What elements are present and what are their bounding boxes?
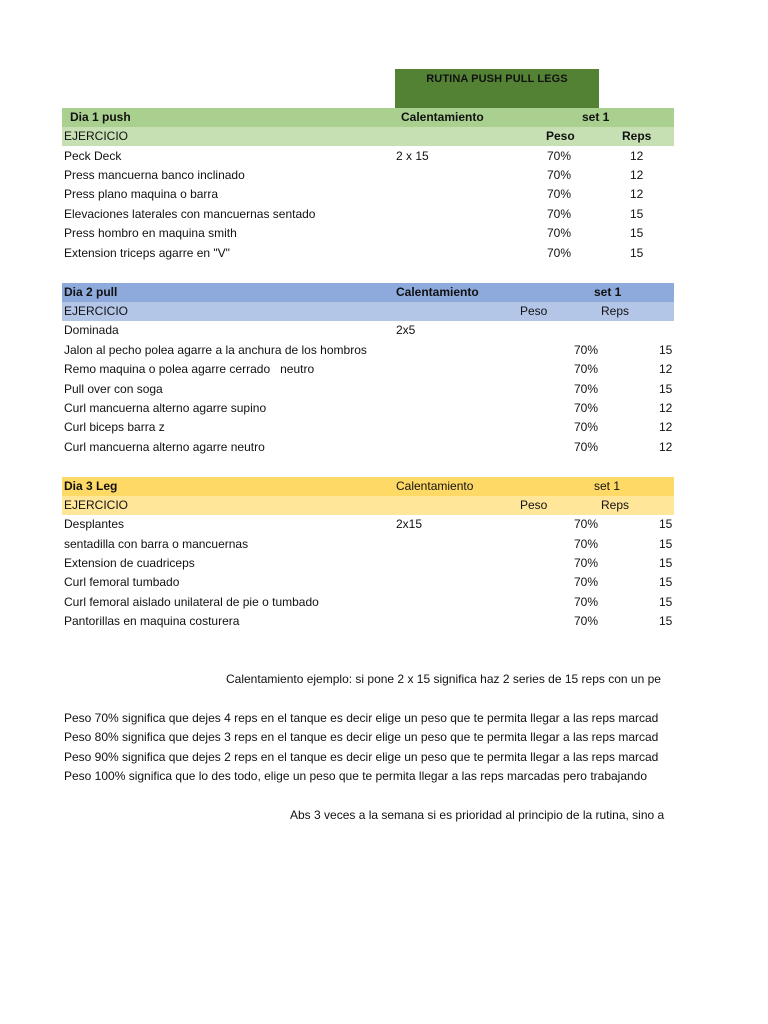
table-row bbox=[62, 321, 674, 340]
day2-reps-header: Reps bbox=[601, 304, 630, 318]
day1-warmup-header: Calentamiento bbox=[401, 110, 484, 124]
table-row bbox=[62, 554, 674, 573]
exercise-name: Extension triceps agarre en "V" bbox=[64, 246, 230, 260]
table-row bbox=[62, 205, 674, 224]
exercise-peso: 70% bbox=[574, 556, 599, 570]
exercise-reps: 12 bbox=[659, 420, 673, 434]
day1-set-header: set 1 bbox=[582, 110, 610, 124]
exercise-name: Pull over con soga bbox=[64, 382, 163, 396]
exercise-name: Jalon al pecho polea agarre a la anchura de los hombros bbox=[64, 343, 367, 357]
exercise-reps: 12 bbox=[659, 440, 673, 454]
day2-column-header-row bbox=[62, 302, 674, 321]
table-row bbox=[62, 399, 674, 418]
exercise-peso: 70% bbox=[547, 149, 572, 163]
exercise-reps: 15 bbox=[659, 575, 673, 589]
exercise-warmup: 2x15 bbox=[396, 517, 423, 531]
day2-exercise-header: EJERCICIO bbox=[64, 304, 129, 318]
table-row bbox=[62, 418, 674, 437]
table-row bbox=[62, 185, 674, 204]
exercise-peso: 70% bbox=[547, 207, 572, 221]
exercise-name: Pantorillas en maquina costurera bbox=[64, 614, 240, 628]
day1-peso-header: Peso bbox=[546, 129, 575, 143]
table-row bbox=[62, 593, 674, 612]
day1-title: Dia 1 push bbox=[70, 110, 131, 124]
abs-note: Abs 3 veces a la semana si es prioridad al principio de la rutina, sino a bbox=[290, 808, 665, 822]
day3-exercise-header: EJERCICIO bbox=[64, 498, 129, 512]
exercise-peso: 70% bbox=[547, 168, 572, 182]
exercise-reps: 12 bbox=[630, 149, 644, 163]
table-row bbox=[62, 515, 674, 534]
routine-title: RUTINA PUSH PULL LEGS bbox=[426, 73, 568, 85]
exercise-name: Press hombro en maquina smith bbox=[64, 226, 237, 240]
exercise-peso: 70% bbox=[574, 382, 599, 396]
day2-peso-header: Peso bbox=[520, 304, 548, 318]
exercise-peso: 70% bbox=[547, 187, 572, 201]
exercise-reps: 15 bbox=[659, 614, 673, 628]
exercise-peso: 70% bbox=[547, 226, 572, 240]
day1-exercise-header: EJERCICIO bbox=[64, 129, 129, 143]
exercise-name: Curl mancuerna alterno agarre neutro bbox=[64, 440, 265, 454]
exercise-name: Desplantes bbox=[64, 517, 125, 531]
exercise-name: Remo maquina o polea agarre cerrado neutro bbox=[64, 362, 315, 376]
exercise-name: Curl femoral tumbado bbox=[64, 575, 180, 589]
day3-reps-header: Reps bbox=[601, 498, 630, 512]
table-row bbox=[62, 438, 674, 457]
exercise-reps: 15 bbox=[659, 517, 673, 531]
day1-header-row bbox=[62, 108, 674, 127]
table-row bbox=[62, 612, 674, 631]
peso-80-note: Peso 80% significa que dejes 3 reps en el tanque es decir elige un peso que te permita llegar a las reps marcad bbox=[64, 730, 659, 744]
exercise-peso: 70% bbox=[574, 575, 599, 589]
exercise-reps: 15 bbox=[659, 343, 673, 357]
exercise-name: Press plano maquina o barra bbox=[64, 187, 219, 201]
exercise-peso: 70% bbox=[547, 246, 572, 260]
table-row bbox=[62, 166, 674, 185]
exercise-peso: 70% bbox=[574, 343, 599, 357]
exercise-name: Dominada bbox=[64, 323, 119, 337]
table-row bbox=[62, 573, 674, 592]
exercise-name: Press mancuerna banco inclinado bbox=[64, 168, 245, 182]
table-row bbox=[62, 535, 674, 554]
table-row bbox=[62, 380, 674, 399]
table-row bbox=[62, 244, 674, 263]
day2-set-header: set 1 bbox=[594, 285, 622, 299]
warmup-example-note: Calentamiento ejemplo: si pone 2 x 15 significa haz 2 series de 15 reps con un pe bbox=[226, 672, 661, 686]
exercise-reps: 12 bbox=[630, 187, 644, 201]
exercise-reps: 15 bbox=[659, 595, 673, 609]
day1-reps-header: Reps bbox=[622, 129, 652, 143]
peso-70-note: Peso 70% significa que dejes 4 reps en el tanque es decir elige un peso que te permita llegar a las reps marcad bbox=[64, 711, 659, 725]
exercise-reps: 15 bbox=[659, 537, 673, 551]
day1-column-header-row bbox=[62, 127, 674, 146]
exercise-reps: 12 bbox=[630, 168, 644, 182]
day3-column-header-row bbox=[62, 496, 674, 515]
exercise-reps: 15 bbox=[630, 207, 644, 221]
table-row bbox=[62, 224, 674, 243]
day3-header-row bbox=[62, 477, 674, 496]
exercise-peso: 70% bbox=[574, 362, 599, 376]
exercise-name: Curl biceps barra z bbox=[64, 420, 165, 434]
day3-title: Dia 3 Leg bbox=[64, 479, 118, 493]
day3-set-header: set 1 bbox=[594, 479, 621, 493]
exercise-peso: 70% bbox=[574, 401, 599, 415]
day2-warmup-header: Calentamiento bbox=[396, 285, 479, 299]
day2-header-row bbox=[62, 283, 674, 302]
exercise-reps: 15 bbox=[630, 246, 644, 260]
table-row bbox=[62, 360, 674, 379]
table-row bbox=[62, 341, 674, 360]
exercise-reps: 15 bbox=[630, 226, 644, 240]
exercise-peso: 70% bbox=[574, 537, 599, 551]
exercise-name: Peck Deck bbox=[64, 149, 122, 163]
exercise-reps: 15 bbox=[659, 556, 673, 570]
exercise-name: Elevaciones laterales con mancuernas sentado bbox=[64, 207, 316, 221]
exercise-peso: 70% bbox=[574, 440, 599, 454]
exercise-peso: 70% bbox=[574, 595, 599, 609]
day3-warmup-header: Calentamiento bbox=[396, 479, 474, 493]
exercise-name: sentadilla con barra o mancuernas bbox=[64, 537, 249, 551]
exercise-reps: 15 bbox=[659, 382, 673, 396]
peso-100-note: Peso 100% significa que lo des todo, elige un peso que te permita llegar a las reps marcadas pero trabajando bbox=[64, 769, 648, 783]
day3-peso-header: Peso bbox=[520, 498, 548, 512]
table-row bbox=[62, 147, 674, 166]
exercise-warmup: 2x5 bbox=[396, 323, 416, 337]
exercise-name: Curl femoral aislado unilateral de pie o tumbado bbox=[64, 595, 319, 609]
exercise-peso: 70% bbox=[574, 614, 599, 628]
exercise-reps: 12 bbox=[659, 401, 673, 415]
exercise-name: Curl mancuerna alterno agarre supino bbox=[64, 401, 267, 415]
peso-90-note: Peso 90% significa que dejes 2 reps en el tanque es decir elige un peso que te permita llegar a las reps marcad bbox=[64, 750, 659, 764]
exercise-peso: 70% bbox=[574, 420, 599, 434]
day2-title: Dia 2 pull bbox=[64, 285, 118, 299]
exercise-warmup: 2 x 15 bbox=[396, 149, 429, 163]
exercise-peso: 70% bbox=[574, 517, 599, 531]
routine-title-cell bbox=[395, 69, 599, 108]
exercise-reps: 12 bbox=[659, 362, 673, 376]
exercise-name: Extension de cuadriceps bbox=[64, 556, 195, 570]
